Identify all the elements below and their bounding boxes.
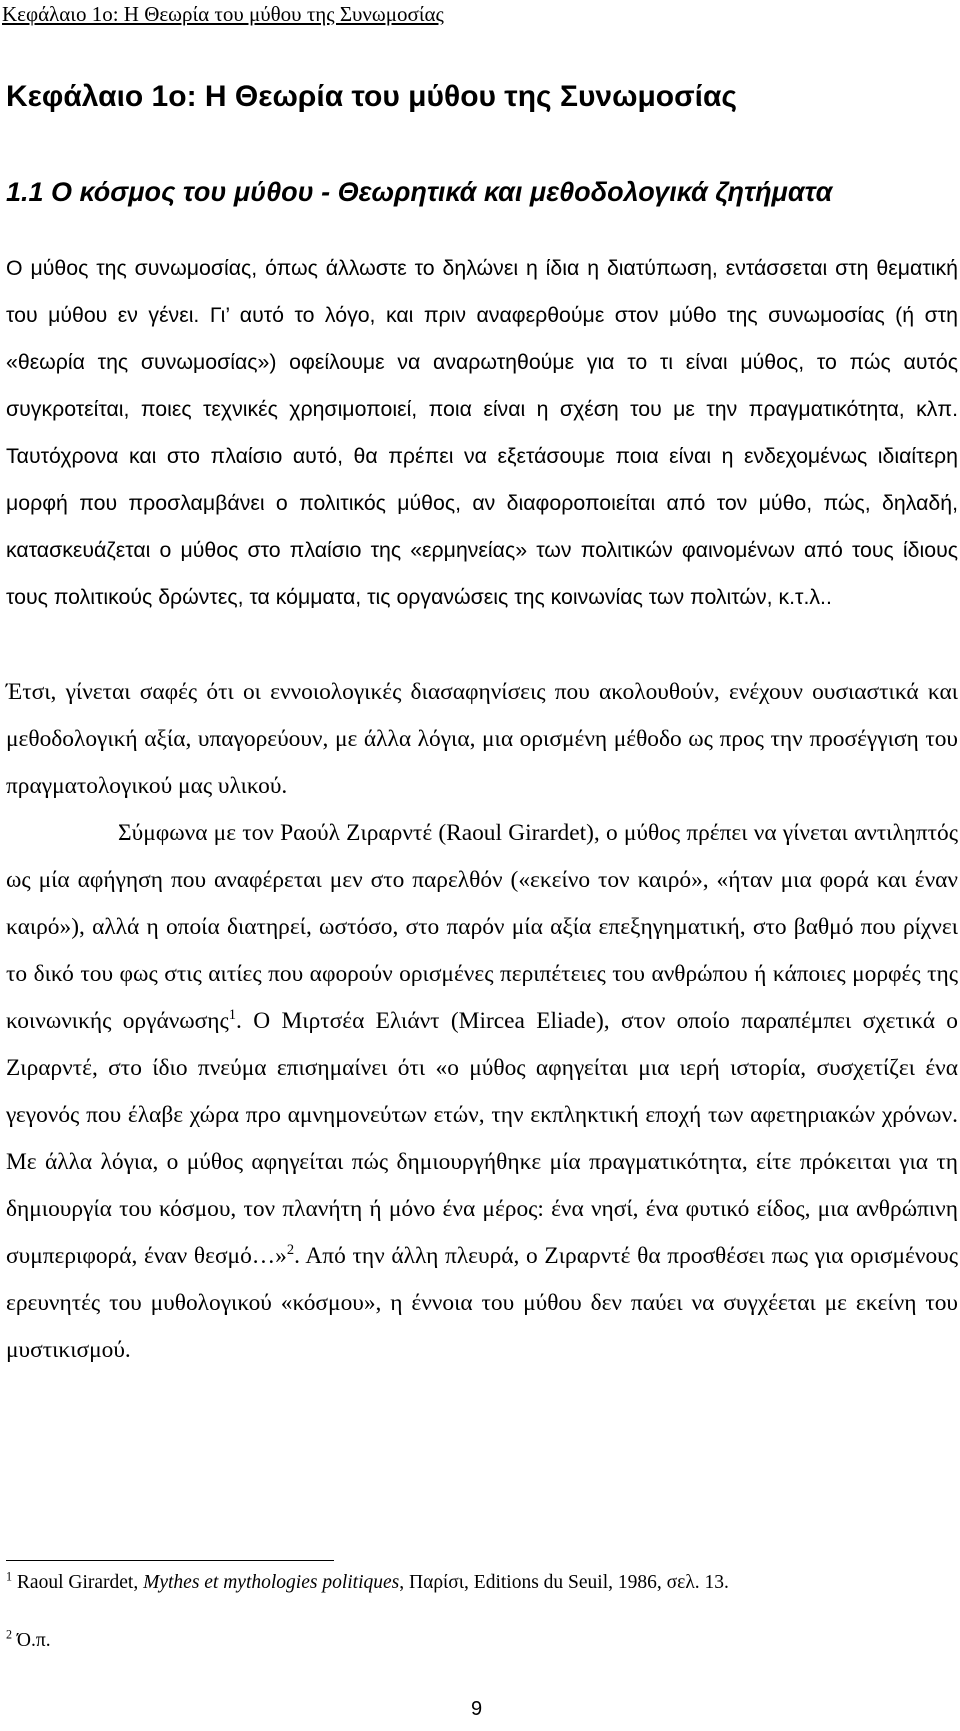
footnote-2 bbox=[6, 1627, 51, 1652]
running-header: Κεφάλαιο 1ο: Η Θεωρία του μύθου της Συνωμοσίας bbox=[2, 2, 444, 26]
footnote-2-number: 2 bbox=[6, 1627, 13, 1642]
footnote-separator bbox=[6, 1560, 334, 1561]
paragraph-1 bbox=[6, 245, 958, 621]
chapter-title: Κεφάλαιο 1ο: Η Θεωρία του μύθου της Συνωμοσίας bbox=[6, 80, 738, 113]
paragraph-1b-text: Έτσι, γίνεται σαφές ότι οι εννοιολογικές διασαφηνίσεις που ακολουθούν, ενέχουν ουσιαστικά και μεθοδολογική αξία, υπαγορεύουν, με άλλα λόγια, μια ορισμένη μέθοδο ως προς την προσέγγιση του πραγματολογικού μας υλικού. bbox=[6, 679, 958, 799]
page-number: 9 bbox=[471, 1698, 483, 1720]
footnote-1-number: 1 bbox=[6, 1569, 13, 1584]
paragraph-1b bbox=[6, 669, 958, 810]
paragraph-1-text: Ο μύθος της συνωμοσίας, όπως άλλωστε το δηλώνει η ίδια η διατύπωση, εντάσσεται στη θεματική του μύθου εν γένει. Γι’ αυτό το λόγο, και πριν αναφερθούμε στον μύθο της συνωμοσίας (ή στη «θεωρία της συνωμοσίας») οφείλουμε να αναρωτηθούμε για το τι είναι μύθος, το πώς αυτός συγκροτείται, ποιες τεχνικές χρησιμοποιεί, ποια είναι η σχέση του με την πραγματικότητα, κλπ. Ταυτόχρονα και στο πλαίσιο αυτό, θα πρέπει να εξετάσουμε ποια είναι η ενδεχομένως ιδιαίτερη μορφή που προσλαμβάνει ο πολιτικός μύθος, αν διαφοροποιείται από τον μύθο, πώς, δηλαδή, κατασκευάζεται ο μύθος στο πλαίσιο της «ερμηνείας» των πολιτικών φαινομένων από τους ίδιους τους πολιτικούς δρώντες, τα κόμματα, τις οργανώσεις της κοινωνίας των πολιτών, κ.τ.λ.. bbox=[6, 256, 958, 609]
footnote-2-text: Ό.π. bbox=[16, 1630, 51, 1651]
paragraph-2 bbox=[6, 810, 958, 1374]
footnote-ref-2[interactable]: 2 bbox=[286, 1242, 295, 1259]
footnote-1-rest: , Παρίσι, Editions du Seuil, 1986, σελ. 13. bbox=[399, 1572, 729, 1593]
footnote-1-title: Mythes et mythologies politiques bbox=[143, 1572, 400, 1593]
footnote-ref-1[interactable]: 1 bbox=[228, 1007, 237, 1024]
paragraph-2-part2: . Ο Μιρτσέα Ελιάντ (Mircea Eliade), στον οποίο παραπέμπει σχετικά ο Ζιραρντέ, στο ίδιο πνεύμα επισημαίνει ότι «ο μύθος αφηγείται μια ιερή ιστορία, συσχετίζει ένα γεγονός που έλαβε χώρα προ αμνημονεύτων ετών, την εκπληκτική εποχή των αφετηριακών χρόνων. Με άλλα λόγια, ο μύθος αφηγείται πώς δημιουργήθηκε μία πραγματικότητα, είτε πρόκειται για τη δημιουργία του κόσμου, τον πλανήτη ή μόνο ένα μέρος: ένα νησί, ένα φυτικό είδος, μια ανθρώπινη συμπεριφορά, έναν θεσμό…» bbox=[6, 1008, 959, 1269]
paragraph-2-part1: Σύμφωνα με τον Ραούλ Ζιραρντέ (Raoul Girardet), ο μύθος πρέπει να γίνεται αντιληπτός ως μία αφήγηση που αναφέρεται μεν στο παρελθόν («εκείνο τον καιρό», «ήταν μια φορά και έναν καιρό»), αλλά η οποία διατηρεί, ωστόσο, στο παρόν μία αξία επεξηγηματική, στο βαθμό που ρίχνει το δικό του φως στις αιτίες που αφορούν ορισμένες περιπέτειες του ανθρώπου ή κάποιες μορφές της κοινωνικής οργάνωσης bbox=[6, 820, 958, 1034]
section-title: 1.1 Ο κόσμος του μύθου - Θεωρητικά και μεθοδολογικά ζητήματα bbox=[6, 177, 833, 207]
footnote-1-author: Raoul Girardet, bbox=[16, 1572, 139, 1593]
footnote-1 bbox=[6, 1569, 729, 1594]
paragraph-2-part3: . Από την άλλη πλευρά, ο Ζιραρντέ θα προσθέσει πως για ορισμένους ερευνητές του μυθολογικού «κόσμου», η έννοια του μύθου δεν παύει να συγχέεται με εκείνη του μυστικισμού. bbox=[6, 1243, 958, 1363]
